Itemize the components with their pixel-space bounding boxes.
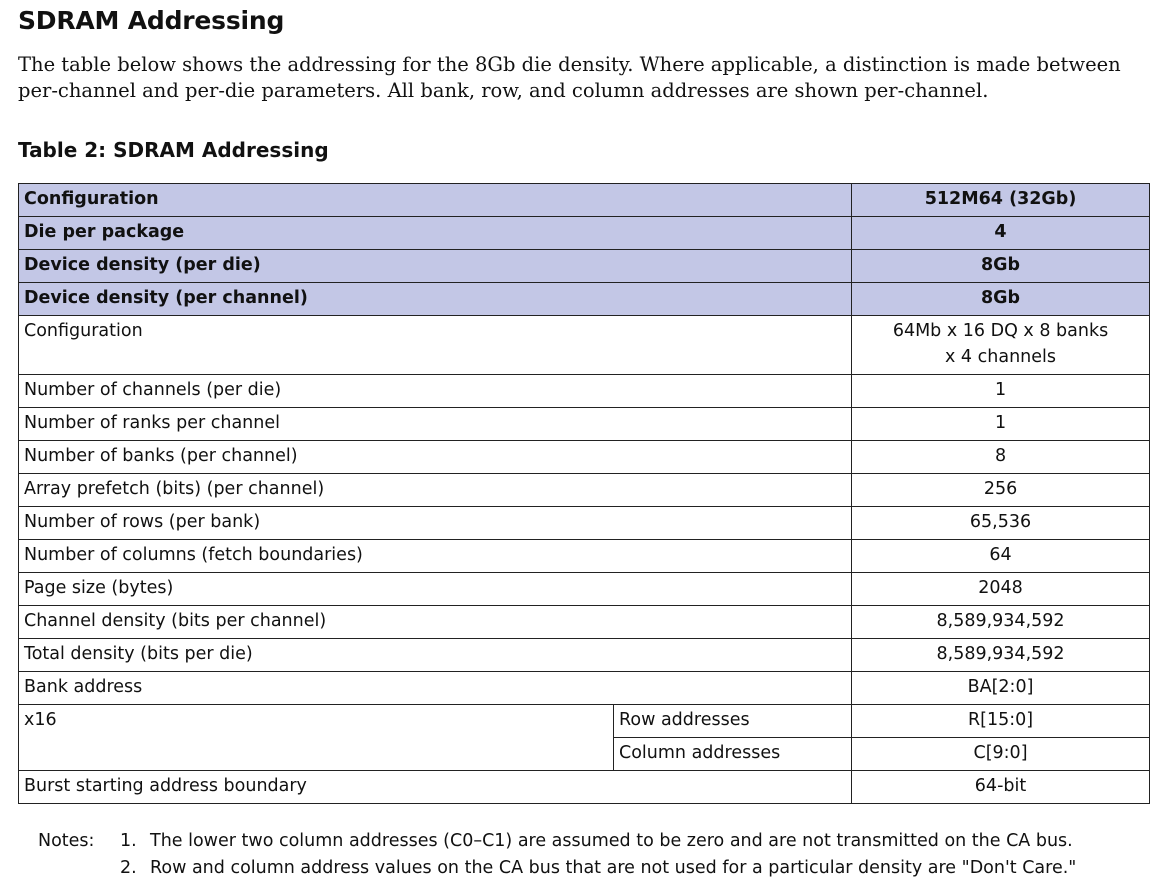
section-heading: SDRAM Addressing xyxy=(18,6,285,35)
table-row xyxy=(19,573,1150,606)
row-value: 8 xyxy=(852,441,1150,474)
x16-label: x16 xyxy=(19,705,614,771)
table-row xyxy=(19,375,1150,408)
row-label: Configuration xyxy=(19,184,852,217)
row-addresses-label: Row addresses xyxy=(614,705,852,738)
note-number: 2. xyxy=(120,858,137,878)
row-label: Configuration xyxy=(19,316,852,375)
table-row-burst xyxy=(19,771,1150,804)
row-label: Number of channels (per die) xyxy=(19,375,852,408)
notes-list xyxy=(120,828,1076,882)
row-value: 64 xyxy=(852,540,1150,573)
table-row-header xyxy=(19,184,1150,217)
row-label: Number of banks (per channel) xyxy=(19,441,852,474)
row-value: 4 xyxy=(852,217,1150,250)
row-value: 64-bit xyxy=(852,771,1150,804)
row-value: 8,589,934,592 xyxy=(852,606,1150,639)
row-label: Device density (per channel) xyxy=(19,283,852,316)
table-row xyxy=(19,606,1150,639)
row-value: 65,536 xyxy=(852,507,1150,540)
table-title: Table 2: SDRAM Addressing xyxy=(18,138,329,162)
note-text: The lower two column addresses (C0–C1) are assumed to be zero and are not transmitted on the CA bus. xyxy=(150,831,1073,851)
table-row xyxy=(19,507,1150,540)
table-row-configuration xyxy=(19,316,1150,375)
row-value: 256 xyxy=(852,474,1150,507)
intro-paragraph: The table below shows the addressing for the 8Gb die density. Where applicable, a distinction is made between per-channel and per-die parameters. All bank, row, and column addresses are shown per-channel. xyxy=(18,53,1121,102)
row-label: Page size (bytes) xyxy=(19,573,852,606)
row-value: 1 xyxy=(852,408,1150,441)
table-row xyxy=(19,441,1150,474)
row-addresses-value: R[15:0] xyxy=(852,705,1150,738)
row-label: Device density (per die) xyxy=(19,250,852,283)
column-addresses-value: C[9:0] xyxy=(852,738,1150,771)
row-value: BA[2:0] xyxy=(852,672,1150,705)
note-number: 1. xyxy=(120,831,137,851)
row-value: 1 xyxy=(852,375,1150,408)
row-value: 8Gb xyxy=(852,250,1150,283)
row-value: 8,589,934,592 xyxy=(852,639,1150,672)
row-label: Total density (bits per die) xyxy=(19,639,852,672)
row-label: Number of rows (per bank) xyxy=(19,507,852,540)
row-label: Burst starting address boundary xyxy=(19,771,852,804)
config-value-line-2: x 4 channels xyxy=(945,347,1056,367)
table-row-header xyxy=(19,217,1150,250)
row-value: 512M64 (32Gb) xyxy=(852,184,1150,217)
row-label: Number of ranks per channel xyxy=(19,408,852,441)
column-addresses-label: Column addresses xyxy=(614,738,852,771)
table-row xyxy=(19,540,1150,573)
row-label: Bank address xyxy=(19,672,852,705)
row-label: Number of columns (fetch boundaries) xyxy=(19,540,852,573)
row-label: Array prefetch (bits) (per channel) xyxy=(19,474,852,507)
table-row xyxy=(19,639,1150,672)
row-label: Channel density (bits per channel) xyxy=(19,606,852,639)
table-row xyxy=(19,408,1150,441)
note-item xyxy=(120,828,1076,855)
table-row-header xyxy=(19,283,1150,316)
row-value xyxy=(852,316,1150,375)
note-text: Row and column address values on the CA bus that are not used for a particular density are "Don't Care." xyxy=(150,858,1077,878)
addressing-table xyxy=(18,183,1150,804)
notes-label: Notes: xyxy=(38,831,95,851)
row-value: 8Gb xyxy=(852,283,1150,316)
config-value-line-1: 64Mb x 16 DQ x 8 banks xyxy=(892,321,1109,341)
row-value: 2048 xyxy=(852,573,1150,606)
row-label: Die per package xyxy=(19,217,852,250)
table-row-header xyxy=(19,250,1150,283)
table-row xyxy=(19,474,1150,507)
table-row xyxy=(19,672,1150,705)
table-row-x16-row-addresses xyxy=(19,705,1150,738)
note-item xyxy=(120,855,1076,882)
